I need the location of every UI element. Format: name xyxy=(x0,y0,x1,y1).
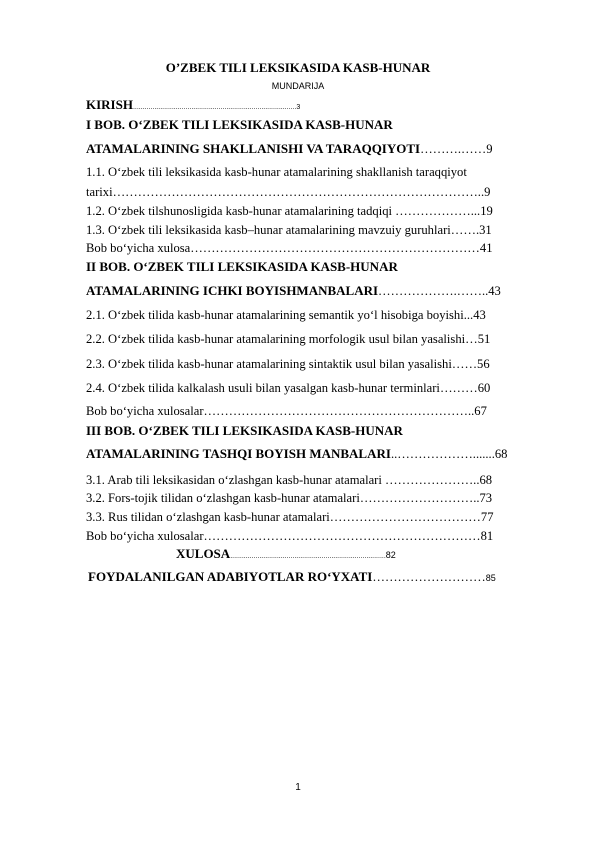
toc-entry-2-1 xyxy=(86,307,486,323)
toc-entry-label: 2.3. O‘zbek tilida kasb-hunar atamalarining sintaktik usul bilan yasalishi xyxy=(86,357,452,371)
toc-entry-1-1-line1: 1.1. O‘zbek tili leksikasida kasb-hunar atamalarining shakllanish taraqqiyot xyxy=(86,165,467,179)
toc-entry-dots: ……………………………………………………….. xyxy=(203,404,475,418)
toc-entry-dots: ………………………………………………………… xyxy=(203,529,481,543)
toc-entry-1-2 xyxy=(86,203,493,219)
toc-entry-page: 82 xyxy=(385,550,396,560)
toc-entry-label: 2.4. O‘zbek tilida kalkalash usuli bilan yasalgan kasb-hunar terminlari xyxy=(86,381,440,395)
toc-entry-3-1 xyxy=(86,472,492,488)
toc-entry-page: 77 xyxy=(480,510,494,524)
toc-entry-label: 1.3. O‘zbek tili leksikasida kasb–hunar atamalarining mavzuiy guruhlari xyxy=(86,223,451,237)
toc-entry-dots: ………………... xyxy=(392,204,481,218)
toc-entry-conclusion-3 xyxy=(86,528,493,544)
toc-entry-dots: …………………………………………………………… xyxy=(190,241,480,255)
toc-entry-page: 43 xyxy=(473,308,486,322)
toc-entry-label: 2.1. O‘zbek tilida kasb-hunar atamalarining semantik yo‘l hisobiga boyishi xyxy=(86,308,464,322)
toc-entry-page: 68 xyxy=(479,473,493,487)
toc-chapter-1-heading: I BOB. O‘ZBEK TILI LEKSIKASIDA KASB-HUNAR xyxy=(86,117,393,132)
toc-entry-page: 9 xyxy=(486,142,493,156)
toc-entry-page: 85 xyxy=(485,573,496,583)
toc-entry-xulosa xyxy=(176,546,396,565)
toc-entry-label: Bob bo‘yicha xulosalar xyxy=(86,529,204,543)
toc-entry-page: 68 xyxy=(494,447,508,461)
toc-entry-dots: ................................................................................ xyxy=(230,553,386,560)
toc-entry-1-1 xyxy=(86,184,490,200)
toc-entry-label: Bob bo‘yicha xulosa xyxy=(86,241,191,255)
toc-entry-dots: …… xyxy=(451,357,478,371)
toc-entry-page: 31 xyxy=(479,223,492,237)
toc-entry-kirish xyxy=(86,97,300,116)
toc-entry-page: 73 xyxy=(479,491,493,505)
toc-entry-dots: ………………….. xyxy=(381,473,480,487)
page-number: 1 xyxy=(295,782,301,793)
toc-entry-dots: ……. xyxy=(450,223,480,237)
toc-entry-page: 43 xyxy=(488,284,501,298)
toc-entry-chapter-1 xyxy=(86,141,493,157)
toc-entry-dots: ……………………… xyxy=(372,570,486,584)
toc-heading: MUNDARIJA xyxy=(271,81,325,91)
toc-entry-page: 51 xyxy=(477,332,491,346)
toc-entry-2-4 xyxy=(86,380,490,396)
toc-entry-dots: ……….…… xyxy=(420,142,487,156)
toc-entry-dots: … xyxy=(465,332,478,346)
toc-entry-label: 3.1. Arab tili leksikasidan o‘zlashgan kasb-hunar atamalari xyxy=(86,473,382,487)
toc-entry-label: tarixi xyxy=(86,185,113,199)
toc-chapter-2-heading: II BOB. O‘ZBEK TILI LEKSIKASIDA KASB-HUNAR xyxy=(86,259,398,274)
toc-entry-label: ATAMALARINING SHAKLLANISHI VA TARAQQIYOTI xyxy=(86,141,421,156)
toc-entry-page: 56 xyxy=(477,357,490,371)
toc-entry-label: Bob bo‘yicha xulosalar xyxy=(86,404,204,418)
toc-entry-label: 3.2. Fors-tojik tilidan o‘zlashgan kasb-hunar atamalari xyxy=(86,491,360,505)
toc-entry-3-2 xyxy=(86,490,492,506)
toc-entry-label: XULOSA xyxy=(176,546,231,561)
toc-entry-chapter-3 xyxy=(86,446,507,462)
toc-entry-conclusion-2 xyxy=(86,403,487,419)
toc-entry-page: 19 xyxy=(480,204,493,218)
toc-entry-2-2 xyxy=(86,331,490,347)
toc-entry-page: 81 xyxy=(480,529,494,543)
toc-entry-dots: ……………….…….. xyxy=(378,284,489,298)
toc-entry-label: 2.2. O‘zbek tilida kasb-hunar atamalarining morfologik usul bilan yasalishi xyxy=(86,332,466,346)
toc-entry-page: 9 xyxy=(484,185,491,199)
toc-entry-dots: ……………………….. xyxy=(359,491,480,505)
toc-entry-2-3 xyxy=(86,356,490,372)
toc-entry-label: ATAMALARINING TASHQI BOYISH MANBALARI xyxy=(86,446,391,461)
toc-entry-dots: ... xyxy=(463,308,474,322)
toc-chapter-3-heading: III BOB. O‘ZBEK TILI LEKSIKASIDA KASB-HUNAR xyxy=(86,423,403,438)
toc-entry-label: 3.3. Rus tilidan o‘zlashgan kasb-hunar atamalari xyxy=(86,510,330,524)
toc-entry-dots: .................................................................................... xyxy=(132,104,297,111)
toc-entry-label: FOYDALANILGAN ADABIYOTLAR RO‘YXATI xyxy=(88,569,373,584)
toc-entry-label: KIRISH xyxy=(86,97,133,112)
toc-entry-dots: …………………………………………………………………………….. xyxy=(112,185,485,199)
toc-entry-conclusion-1 xyxy=(86,240,492,256)
toc-entry-page: 67 xyxy=(474,404,487,418)
toc-entry-chapter-2 xyxy=(86,283,501,299)
toc-entry-page: 60 xyxy=(477,381,491,395)
toc-entry-1-3 xyxy=(86,222,492,238)
toc-entry-references xyxy=(88,569,496,586)
toc-entry-page: 3 xyxy=(296,104,301,111)
toc-entry-dots: ..………………....... xyxy=(390,447,495,461)
document-title: O’ZBEK TILI LEKSIKASIDA KASB-HUNAR xyxy=(165,60,431,75)
toc-entry-page: 41 xyxy=(479,241,493,255)
toc-entry-3-3 xyxy=(86,509,493,525)
toc-entry-dots: ……………………………… xyxy=(329,510,481,524)
toc-entry-dots: ……… xyxy=(439,381,478,395)
toc-entry-label: ATAMALARINING ICHKI BOYISHMANBALARI xyxy=(86,283,379,298)
toc-entry-label: 1.2. O‘zbek tilshunosligida kasb-hunar atamalarining tadqiqi xyxy=(86,204,393,218)
